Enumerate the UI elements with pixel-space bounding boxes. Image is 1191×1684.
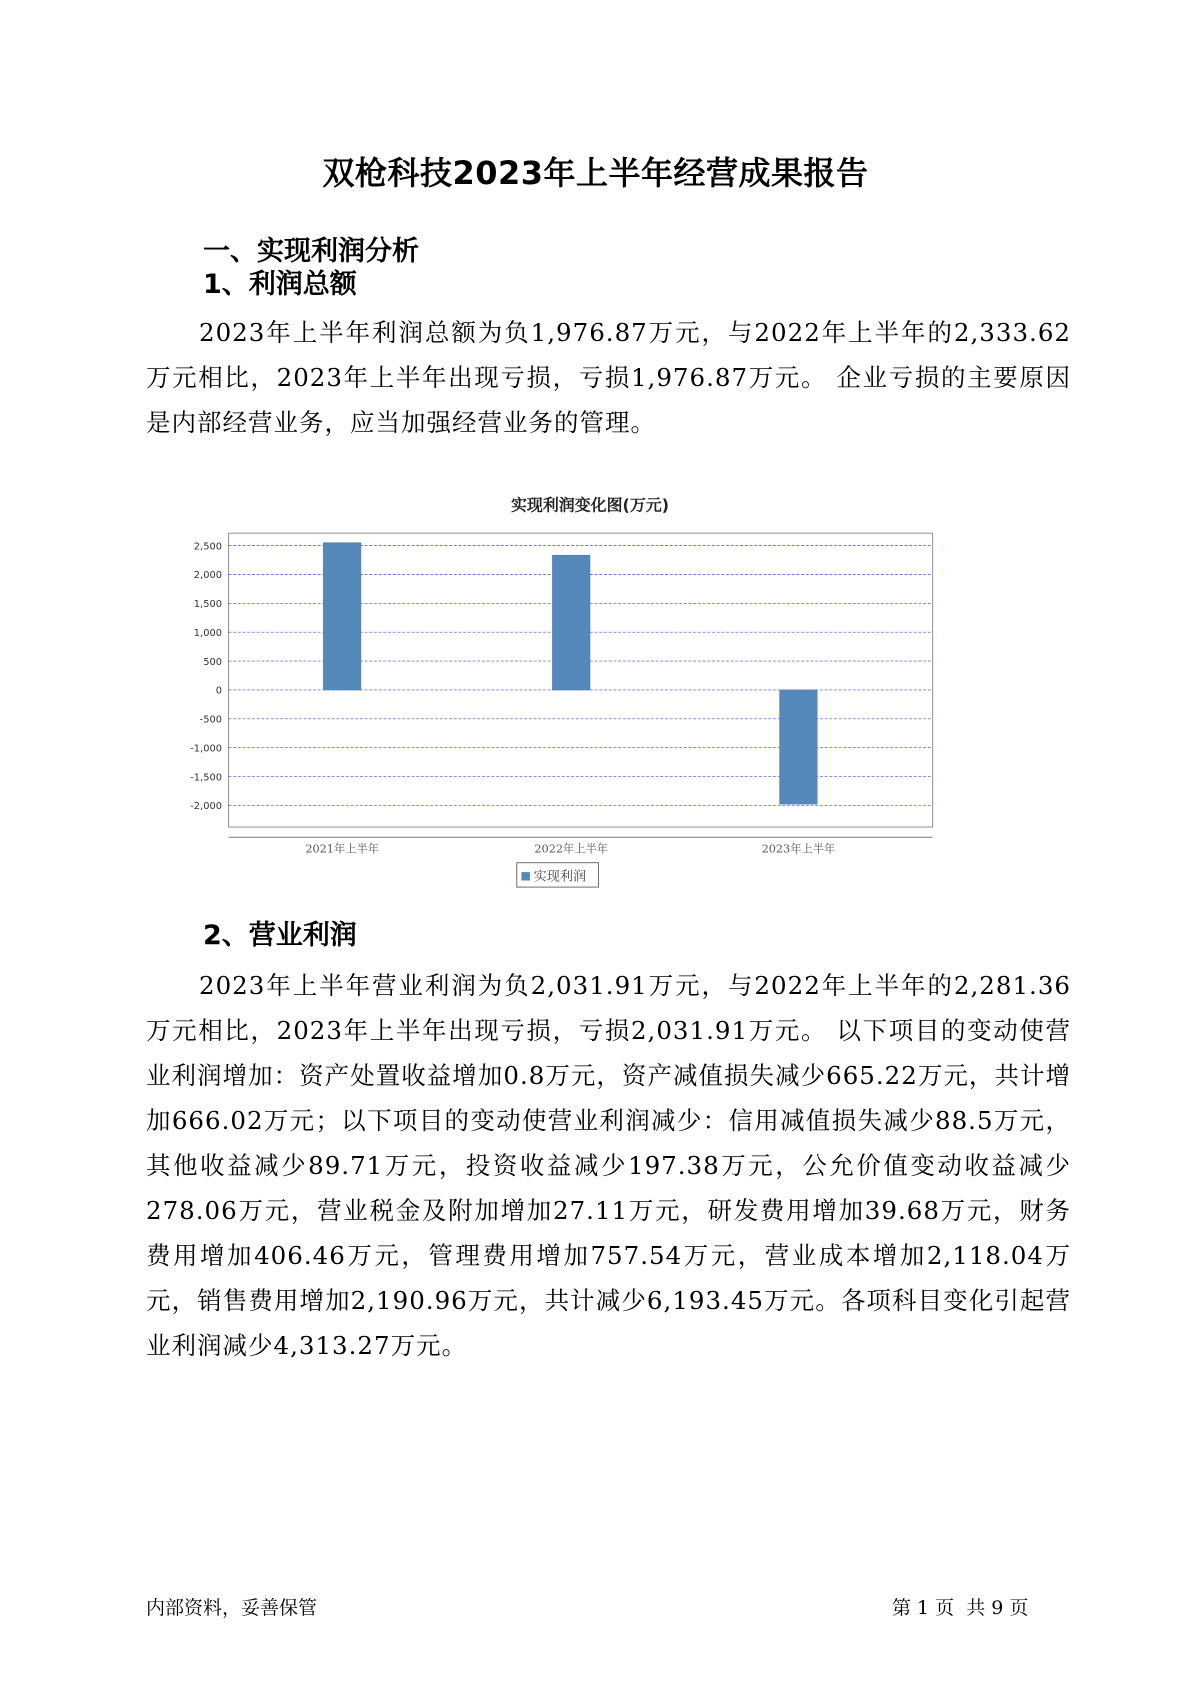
- y-tick-label: -1,500: [190, 772, 222, 784]
- bar: [780, 690, 818, 804]
- y-tick-label: 1,000: [193, 627, 222, 639]
- bar: [323, 543, 361, 690]
- legend-label: 实现利润: [533, 869, 587, 885]
- paragraph-total-profit: 2023年上半年利润总额为负1,976.87万元，与2022年上半年的2,333.62万元相比，2023年上半年出现亏损，亏损1,976.87万元。 企业亏损的主要原因是内部经营业务，应当加强经营业务的管理。: [146, 318, 1071, 437]
- y-tick-label: 0: [215, 685, 222, 697]
- y-tick-label: 2,000: [193, 570, 222, 582]
- bar: [552, 555, 590, 690]
- footer-confidential-note: 内部资料，妥善保管: [146, 1597, 318, 1619]
- y-tick-label: 1,500: [193, 599, 222, 611]
- profit-bar-chart: [150, 490, 1030, 950]
- y-tick-label: -1,000: [190, 743, 222, 755]
- document-title: 双枪科技2023年上半年经营成果报告: [322, 154, 869, 192]
- subheading-operating-profit: 2、营业利润: [203, 920, 357, 951]
- y-tick-label: -2,000: [190, 801, 222, 813]
- y-tick-label: 500: [203, 656, 222, 668]
- y-tick-label: -500: [199, 714, 222, 726]
- legend: [517, 863, 599, 887]
- chart-title: 实现利润变化图(万元): [510, 495, 670, 515]
- y-tick-label: 2,500: [193, 541, 222, 553]
- x-axis-ticks: [305, 841, 835, 855]
- paragraph-operating-profit: 2023年上半年营业利润为负2,031.91万元，与2022年上半年的2,281.36万元相比，2023年上半年出现亏损，亏损2,031.91万元。 以下项目的变动使营业利润增加：资产处置收益增加0.8万元，资产减值损失减少665.22万元，共计增加666.02万元；以下项目的变动使营业利润减少：信用减值损失减少88.5万元，其他收益减少89.71万元，投资收益减少197.38万元，公允价值变动收益减少278.06万元，营业税金及附加增加27.11万元，研发费用增加39.68万元，财务费用增加406.46万元，管理费用增加757.54万元，营业成本增加2,118.04万元，销售费用增加2,190.96万元，共计减少6,193.45万元。各项科目变化引起营业利润减少4,313.27万元。: [146, 971, 1071, 1360]
- x-tick-label: 2022年上半年: [534, 842, 609, 856]
- chart-svg: [150, 490, 1030, 950]
- legend-swatch: [521, 872, 529, 880]
- x-tick-label: 2023年上半年: [761, 842, 836, 856]
- x-tick-label: 2021年上半年: [305, 842, 379, 856]
- y-axis-ticks: [190, 541, 222, 812]
- footer-page-number: 第 1 页 共 9 页: [892, 1597, 1029, 1619]
- subheading-total-profit: 1、利润总额: [203, 269, 357, 300]
- section-heading-profit-analysis: 一、实现利润分析: [203, 236, 419, 267]
